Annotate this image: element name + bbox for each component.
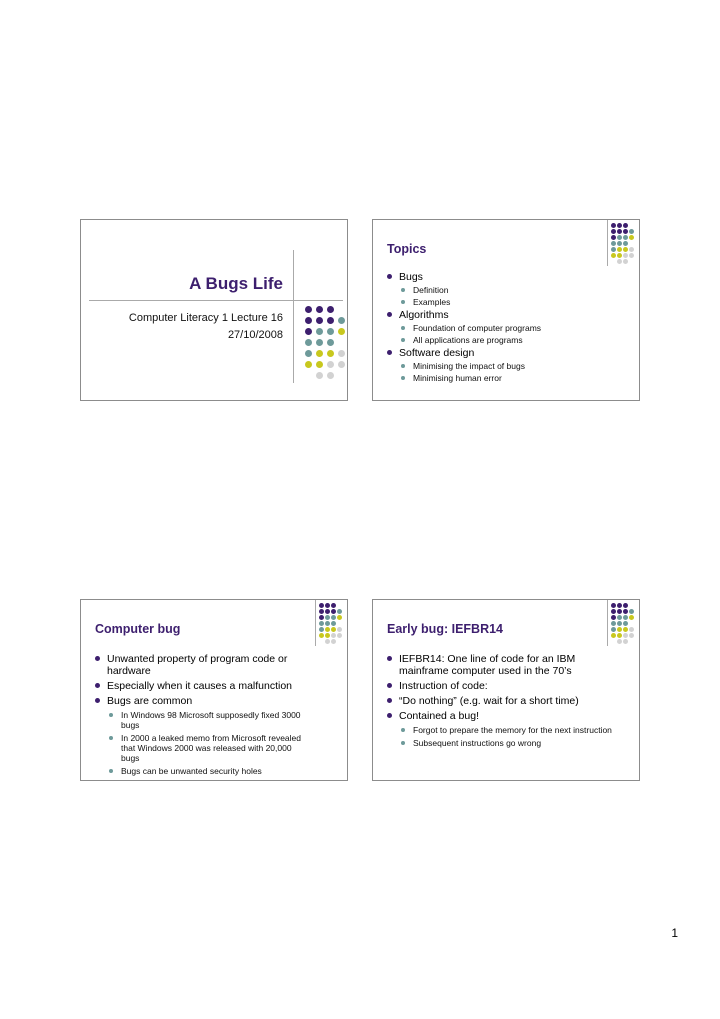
sub-list-item: Foundation of computer programs — [385, 323, 625, 333]
decorative-dot — [611, 609, 616, 614]
decorative-dot — [325, 639, 330, 644]
decorative-dot — [629, 253, 634, 258]
decorative-dot — [629, 615, 634, 620]
decorative-dot — [617, 603, 622, 608]
decorative-dot — [305, 328, 312, 335]
divider-vertical — [315, 600, 316, 646]
decorative-dot — [327, 361, 334, 368]
decorative-dot — [617, 247, 622, 252]
decorative-dot — [319, 633, 324, 638]
decorative-dot — [331, 609, 336, 614]
decorative-dot — [325, 603, 330, 608]
decorative-dot — [629, 247, 634, 252]
decorative-dot — [331, 603, 336, 608]
decorative-dot — [331, 627, 336, 632]
decorative-dot — [623, 621, 628, 626]
decorative-dot — [617, 241, 622, 246]
slide-title: Computer bug — [95, 622, 181, 636]
decorative-dot — [623, 609, 628, 614]
slide-3-computer-bug — [80, 599, 348, 781]
decorative-dot — [617, 259, 622, 264]
decorative-dot — [623, 627, 628, 632]
decorative-dot — [611, 627, 616, 632]
decorative-dot — [338, 328, 345, 335]
decorative-dot — [325, 621, 330, 626]
divider-vertical — [293, 250, 294, 383]
divider-vertical — [607, 220, 608, 266]
sub-list-item: Bugs can be unwanted security holes — [93, 766, 321, 776]
decorative-dot — [617, 615, 622, 620]
decorative-dot — [327, 339, 334, 346]
decorative-dot — [305, 350, 312, 357]
decorative-dot — [617, 235, 622, 240]
decorative-dot — [623, 253, 628, 258]
decorative-dot — [617, 627, 622, 632]
list-item: Software design — [385, 347, 625, 359]
sub-list-item: Subsequent instructions go wrong — [385, 738, 621, 748]
sub-list-item: Minimising human error — [385, 373, 625, 383]
sub-list-item: All applications are programs — [385, 335, 625, 345]
list-item: Algorithms — [385, 309, 625, 321]
decorative-dot — [617, 639, 622, 644]
decorative-dot — [305, 339, 312, 346]
list-item: Contained a bug! — [385, 710, 621, 722]
decorative-dot — [305, 306, 312, 313]
list-item: “Do nothing” (e.g. wait for a short time) — [385, 695, 621, 707]
decorative-dot — [623, 259, 628, 264]
decorative-dot — [617, 229, 622, 234]
decorative-dot — [325, 627, 330, 632]
decorative-dot — [623, 603, 628, 608]
decorative-dot — [611, 615, 616, 620]
decorative-dot — [325, 609, 330, 614]
decorative-dot — [611, 235, 616, 240]
decorative-dot — [623, 241, 628, 246]
decorative-dot — [629, 627, 634, 632]
decorative-dot — [623, 223, 628, 228]
decorative-dot — [316, 306, 323, 313]
decorative-dot — [305, 361, 312, 368]
bullet-list — [385, 653, 621, 751]
decorative-dot — [623, 615, 628, 620]
decorative-dot — [629, 235, 634, 240]
decorative-dot — [319, 603, 324, 608]
decorative-dot — [611, 253, 616, 258]
decorative-dot — [331, 615, 336, 620]
divider-vertical — [607, 600, 608, 646]
decorative-dot — [327, 328, 334, 335]
decorative-dot — [623, 633, 628, 638]
lecture-subtitle: Computer Literacy 1 Lecture 16 — [128, 312, 283, 324]
decorative-dot — [337, 627, 342, 632]
decorative-dot — [316, 339, 323, 346]
decorative-dot — [319, 627, 324, 632]
sub-list-item: Minimising the impact of bugs — [385, 361, 625, 371]
decorative-dot — [316, 350, 323, 357]
decorative-dot — [338, 361, 345, 368]
topics-list — [385, 271, 625, 385]
decorative-dot — [337, 609, 342, 614]
sub-list-item: In Windows 98 Microsoft supposedly fixed 3000 bugs — [93, 710, 306, 730]
decorative-dot — [338, 350, 345, 357]
decorative-dot — [617, 621, 622, 626]
list-item: Bugs are common — [93, 695, 321, 707]
page-number: 1 — [671, 926, 678, 940]
decorative-dot — [611, 603, 616, 608]
decorative-dot — [629, 229, 634, 234]
list-item: Unwanted property of program code or hardware — [93, 653, 321, 677]
decorative-dot — [319, 609, 324, 614]
decorative-dot — [319, 615, 324, 620]
decorative-dot — [327, 350, 334, 357]
presentation-title: A Bugs Life — [189, 274, 283, 293]
decorative-dot — [623, 247, 628, 252]
decorative-dot — [327, 372, 334, 379]
list-item: Bugs — [385, 271, 625, 283]
slide-title: Topics — [387, 242, 427, 256]
sub-list-item: Examples — [385, 297, 625, 307]
decorative-dot — [611, 229, 616, 234]
decorative-dot — [611, 223, 616, 228]
decorative-dot — [331, 639, 336, 644]
decorative-dot — [305, 317, 312, 324]
decorative-dot — [327, 306, 334, 313]
slide-4-early-bug — [372, 599, 640, 781]
bullet-list — [93, 653, 321, 779]
list-item: Instruction of code: — [385, 680, 621, 692]
decorative-dot — [617, 223, 622, 228]
decorative-dot — [611, 633, 616, 638]
decorative-dot — [629, 609, 634, 614]
decorative-dot — [316, 328, 323, 335]
list-item: Especially when it causes a malfunction — [93, 680, 321, 692]
decorative-dot — [331, 633, 336, 638]
slide-title: Early bug: IEFBR14 — [387, 622, 503, 636]
decorative-dot — [611, 247, 616, 252]
decorative-dot — [338, 317, 345, 324]
decorative-dot — [617, 253, 622, 258]
decorative-dot — [327, 317, 334, 324]
slide-1-title — [80, 219, 348, 401]
decorative-dot — [316, 361, 323, 368]
decorative-dot — [623, 235, 628, 240]
decorative-dot — [319, 621, 324, 626]
decorative-dot — [617, 609, 622, 614]
decorative-dot — [617, 633, 622, 638]
sub-list-item: Definition — [385, 285, 625, 295]
divider-horizontal — [89, 300, 343, 301]
decorative-dot — [316, 317, 323, 324]
decorative-dot — [337, 615, 342, 620]
slide-2-topics — [372, 219, 640, 401]
decorative-dot — [611, 621, 616, 626]
sub-list-item: Forgot to prepare the memory for the next instruction — [385, 725, 613, 735]
decorative-dot — [611, 241, 616, 246]
decorative-dot — [337, 633, 342, 638]
decorative-dot — [629, 633, 634, 638]
sub-list-item: In 2000 a leaked memo from Microsoft revealed that Windows 2000 was released with 20,000 bugs — [93, 733, 306, 763]
decorative-dot — [325, 633, 330, 638]
decorative-dot — [316, 372, 323, 379]
list-item: IEFBR14: One line of code for an IBM mainframe computer used in the 70’s — [385, 653, 599, 677]
decorative-dot — [331, 621, 336, 626]
decorative-dot — [325, 615, 330, 620]
decorative-dot — [623, 639, 628, 644]
lecture-date: 27/10/2008 — [227, 329, 283, 341]
decorative-dot — [623, 229, 628, 234]
